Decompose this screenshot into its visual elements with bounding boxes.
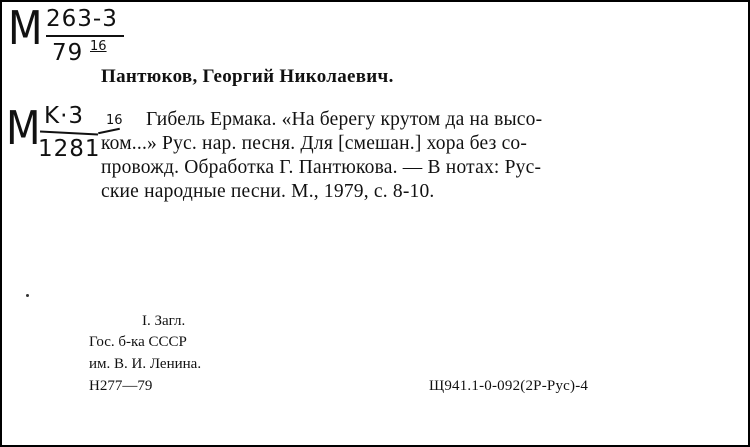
shelfmark-top-prefix: M	[8, 2, 43, 56]
library-line-2: им. В. И. Ленина.	[89, 356, 202, 372]
shelfmark-top-numerator: 263-3	[46, 6, 118, 32]
card-number: Н277—79	[89, 378, 153, 394]
entry-line-4: ские народные песни. М., 1979, с. 8-10.	[101, 181, 435, 202]
entry-line-2: ком...» Рус. нар. песня. Для [смешан.] хора без со-	[101, 133, 528, 154]
author-heading: Пантюков, Георгий Николаевич.	[101, 66, 394, 87]
shelfmark-top-denominator: 79	[52, 40, 84, 66]
tracing: I. Загл.	[142, 313, 186, 329]
stray-mark	[26, 294, 29, 297]
library-line-1: Гос. б-ка СССР	[89, 334, 187, 350]
shelfmark-side-denominator: 1281	[38, 136, 101, 162]
classification: Щ941.1-0-092(2Р-Рус)-4	[429, 378, 589, 394]
shelfmark-side-fraction-line	[40, 130, 98, 135]
shelfmark-side-numerator: K·3	[44, 103, 85, 129]
shelfmark-side-prefix: M	[6, 102, 41, 156]
entry-number: 16	[106, 113, 123, 128]
entry-line-3: провожд. Обработка Г. Пантюкова. — В нотах: Рус-	[101, 157, 542, 178]
shelfmark-top-fraction-line	[46, 35, 124, 37]
shelfmark-top-suffix: 16	[90, 39, 107, 54]
entry-line-1: Гибель Ермака. «На берегу крутом да на высо-	[146, 109, 543, 130]
